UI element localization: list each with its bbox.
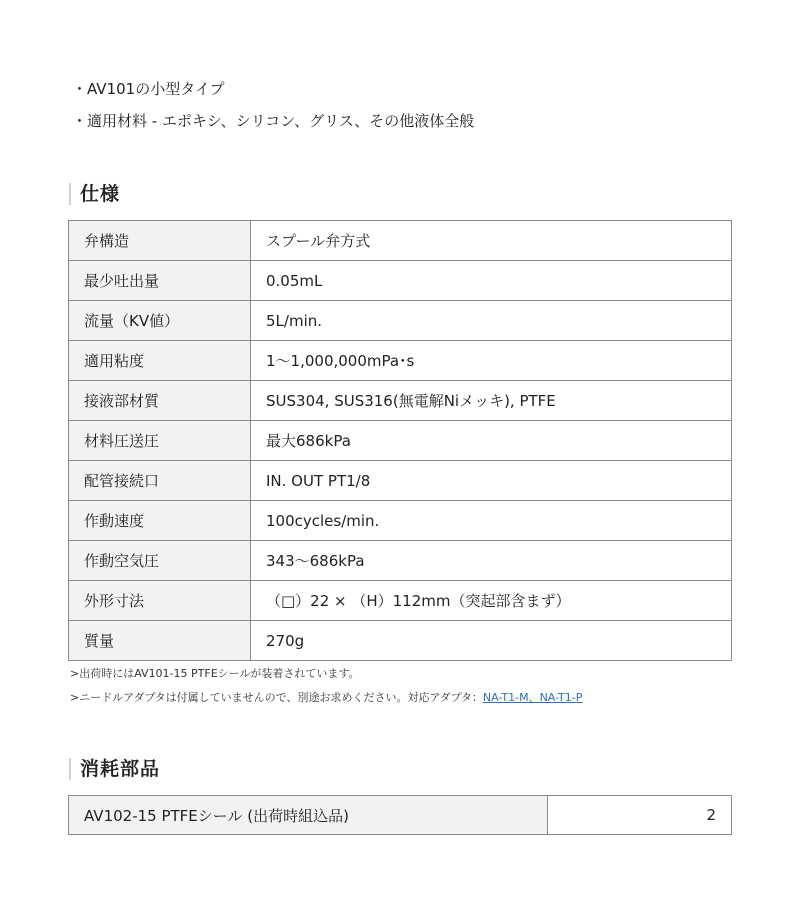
spec-heading: 仕様: [69, 183, 120, 205]
part-name: AV102-15 PTFEシール (出荷時組込品): [69, 796, 548, 835]
spec-label: 配管接続口: [69, 461, 251, 501]
table-row: [69, 381, 732, 421]
adapter-note-text: >ニードルアダプタは付属していませんので、別途お求めください。対応アダプタ：: [70, 691, 483, 704]
feature-item: ・AV101の小型タイプ: [72, 80, 225, 98]
shipping-note: >出荷時にはAV101-15 PTFEシールが装着されています。: [70, 667, 360, 680]
spec-label: 作動速度: [69, 501, 251, 541]
parts-heading: 消耗部品: [69, 758, 160, 780]
spec-label: 作動空気圧: [69, 541, 251, 581]
spec-value: 343～686kPa: [251, 541, 732, 581]
adapter-note: [70, 690, 582, 706]
spec-label: 流量（KV値）: [69, 301, 251, 341]
adapter-link[interactable]: NA-T1-M、NA-T1-P: [482, 691, 583, 704]
spec-value: 最大686kPa: [251, 421, 732, 461]
spec-value: 0.05mL: [251, 261, 732, 301]
spec-value: 5L/min.: [251, 301, 732, 341]
table-row: [69, 421, 732, 461]
table-row: [69, 461, 732, 501]
spec-table: [68, 220, 732, 661]
notes: [70, 666, 582, 714]
spec-label: 材料圧送圧: [69, 421, 251, 461]
spec-value: 1～1,000,000mPa･s: [251, 341, 732, 381]
spec-value: 100cycles/min.: [251, 501, 732, 541]
table-row: [69, 621, 732, 661]
spec-label: 最少吐出量: [69, 261, 251, 301]
table-row: [69, 221, 732, 261]
spec-value: スプール弁方式: [251, 221, 732, 261]
spec-label: 適用粘度: [69, 341, 251, 381]
spec-label: 外形寸法: [69, 581, 251, 621]
table-row: [69, 541, 732, 581]
spec-label: 接液部材質: [69, 381, 251, 421]
table-row: [69, 301, 732, 341]
spec-label: 質量: [69, 621, 251, 661]
spec-value: 270g: [251, 621, 732, 661]
parts-table: [68, 795, 732, 835]
spec-value: （□）22 × （H）112mm（突起部含まず）: [251, 581, 732, 621]
table-row: [69, 341, 732, 381]
feature-item: ・適用材料 - エポキシ、シリコン、グリス、その他液体全般: [72, 112, 475, 130]
feature-list: [72, 78, 474, 142]
table-row: [69, 501, 732, 541]
table-row: [69, 261, 732, 301]
spec-label: 弁構造: [69, 221, 251, 261]
spec-value: IN. OUT PT1/8: [251, 461, 732, 501]
spec-value: SUS304, SUS316(無電解Niメッキ), PTFE: [251, 381, 732, 421]
table-row: [69, 581, 732, 621]
table-row: [69, 796, 732, 835]
part-quantity: 2: [548, 796, 732, 835]
